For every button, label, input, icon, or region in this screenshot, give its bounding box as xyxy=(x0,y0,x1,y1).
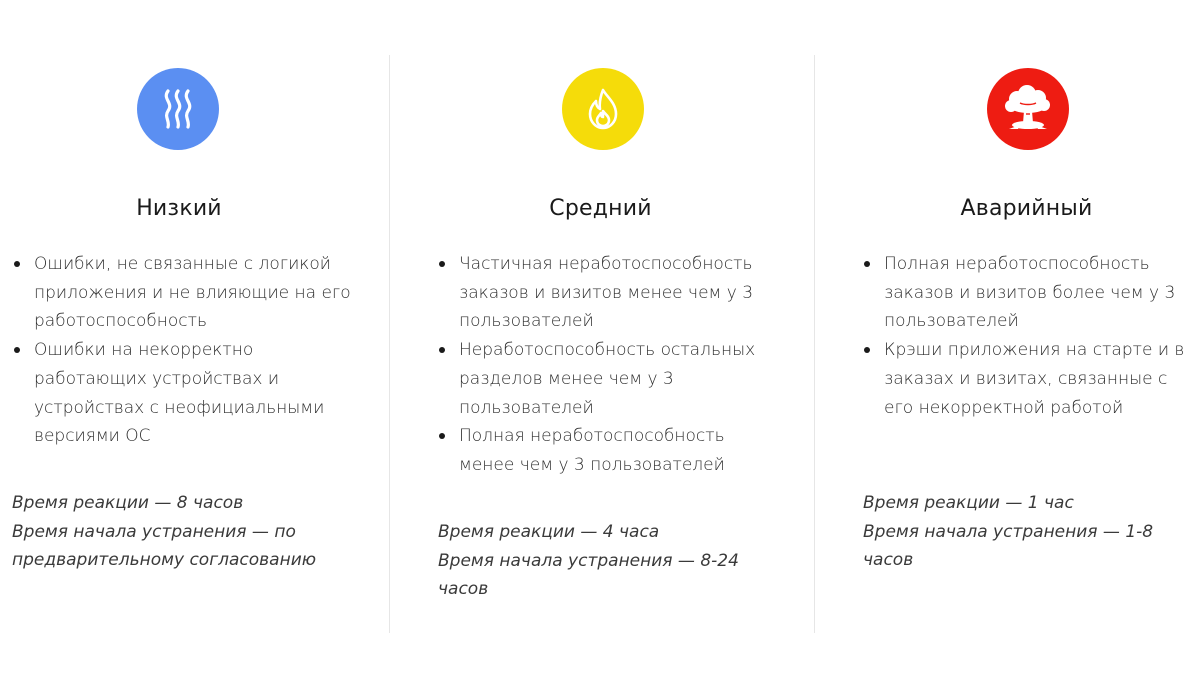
fix-start-time: Время начала устранения — по предварительному согласованию xyxy=(12,521,317,571)
list-item: Неработоспособность остальных разделов менее чем у 3 пользователей xyxy=(437,336,777,422)
reaction-time: Время реакции — 8 часов xyxy=(12,493,244,513)
fix-start-time: Время начала устранения — 1-8 часов xyxy=(863,521,1154,571)
response-times xyxy=(12,489,342,575)
list-item: Полная неработоспособность менее чем у 3 пользователей xyxy=(437,422,777,479)
list-item: Частичная неработоспособность заказов и визитов менее чем у 3 пользователей xyxy=(437,250,777,336)
explosion-icon xyxy=(987,68,1069,150)
reaction-time: Время реакции — 1 час xyxy=(863,493,1074,513)
criteria-list xyxy=(437,250,777,480)
fix-start-time: Время начала устранения — 8-24 часов xyxy=(438,550,739,600)
list-item: Полная неработоспособность заказов и визитов более чем у 3 пользователей xyxy=(862,250,1197,336)
priority-column-medium xyxy=(390,0,815,675)
list-item: Крэши приложения на старте и в заказах и визитах, связанные с его некорректной работой xyxy=(862,336,1197,422)
response-times xyxy=(438,518,768,604)
reaction-time: Время реакции — 4 часа xyxy=(438,522,660,542)
list-item: Ошибки, не связанные с логикой приложения и не влияющие на его работоспособность xyxy=(12,250,357,336)
steam-icon xyxy=(137,68,219,150)
fire-icon xyxy=(562,68,644,150)
priority-title: Низкий xyxy=(136,196,222,221)
priority-column-emergency xyxy=(815,0,1200,675)
priority-column-low xyxy=(0,0,390,675)
response-times xyxy=(863,489,1193,575)
criteria-list xyxy=(12,250,357,451)
priority-title: Средний xyxy=(549,196,652,221)
criteria-list xyxy=(862,250,1197,422)
list-item: Ошибки на некорректно работающих устройствах и устройствах с неофициальными версиями ОС xyxy=(12,336,357,451)
priority-title: Аварийный xyxy=(960,196,1093,221)
